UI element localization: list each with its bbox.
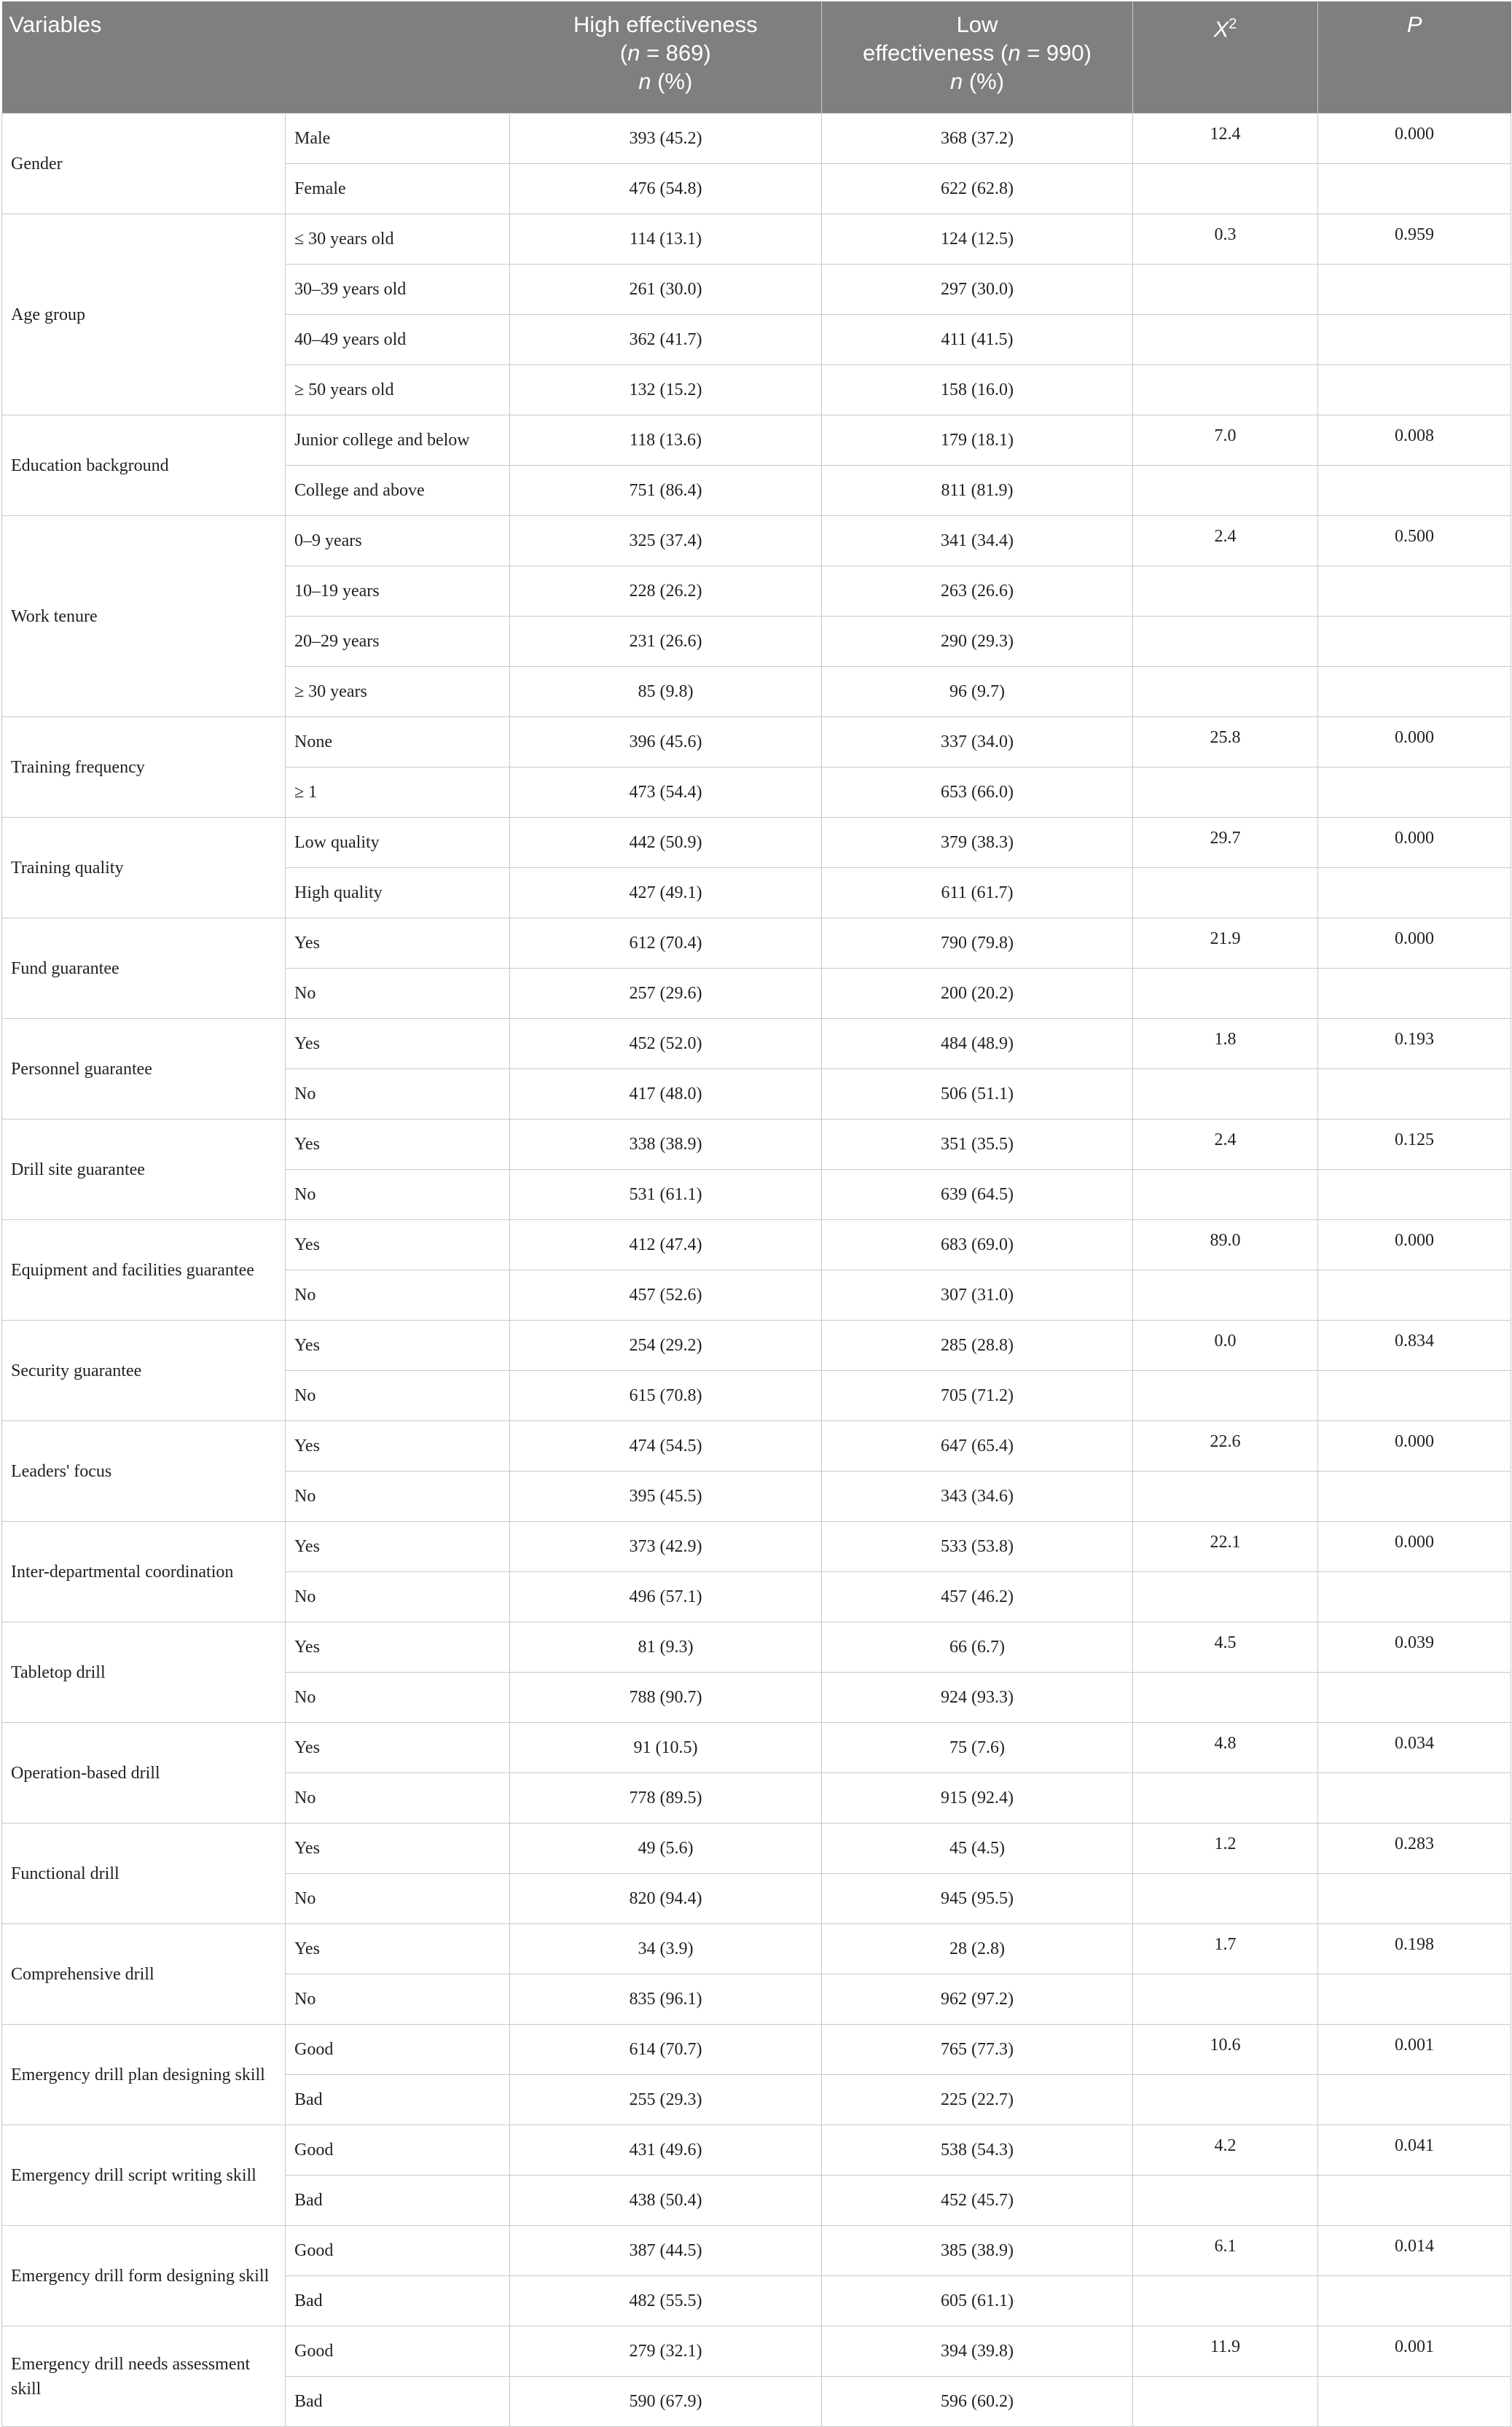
high-effectiveness-cell: 373 (42.9)	[510, 1522, 822, 1572]
variable-cell: Emergency drill plan designing skill	[2, 2025, 286, 2125]
category-cell: No	[286, 1270, 510, 1321]
low-effectiveness-cell: 506 (51.1)	[822, 1069, 1133, 1119]
high-effectiveness-cell: 118 (13.6)	[510, 415, 822, 466]
category-cell: ≥ 30 years	[286, 667, 510, 717]
high-effectiveness-cell: 81 (9.3)	[510, 1622, 822, 1673]
chi-square-cell	[1133, 164, 1318, 214]
p-value-cell	[1318, 265, 1511, 315]
low-effectiveness-cell: 285 (28.8)	[822, 1321, 1133, 1371]
high-effectiveness-cell: 474 (54.5)	[510, 1421, 822, 1472]
chi-square-cell	[1133, 2075, 1318, 2125]
category-cell: 30–39 years old	[286, 265, 510, 315]
table-row	[2, 415, 1511, 466]
chi-square-cell	[1133, 617, 1318, 667]
low-effectiveness-cell: 538 (54.3)	[822, 2125, 1133, 2176]
high-effectiveness-cell: 362 (41.7)	[510, 315, 822, 365]
table-row	[2, 1421, 1511, 1472]
variable-cell: Personnel guarantee	[2, 1019, 286, 1119]
variable-cell: Operation-based drill	[2, 1723, 286, 1824]
table-row	[2, 1622, 1511, 1673]
high-effectiveness-cell: 751 (86.4)	[510, 466, 822, 516]
p-value-cell: 0.000	[1318, 918, 1511, 969]
category-cell: ≥ 50 years old	[286, 365, 510, 415]
low-effectiveness-cell: 639 (64.5)	[822, 1170, 1133, 1220]
low-effectiveness-cell: 394 (39.8)	[822, 2326, 1133, 2377]
category-cell: No	[286, 1773, 510, 1824]
p-value-cell	[1318, 2276, 1511, 2326]
low-effectiveness-header: Low effectiveness (n = 990) n (%)	[822, 1, 1133, 114]
table-row	[2, 818, 1511, 868]
chi-square-cell	[1133, 1673, 1318, 1723]
low-effectiveness-cell: 622 (62.8)	[822, 164, 1133, 214]
table-row	[2, 1220, 1511, 1270]
p-value-cell	[1318, 617, 1511, 667]
chi-square-cell: 1.8	[1133, 1019, 1318, 1069]
chi-square-cell	[1133, 315, 1318, 365]
variable-cell: Work tenure	[2, 516, 286, 717]
low-effectiveness-cell: 379 (38.3)	[822, 818, 1133, 868]
high-effectiveness-cell: 590 (67.9)	[510, 2377, 822, 2427]
high-effectiveness-cell: 615 (70.8)	[510, 1371, 822, 1421]
category-cell: ≥ 1	[286, 767, 510, 818]
p-value-cell: 0.500	[1318, 516, 1511, 566]
high-effectiveness-cell: 417 (48.0)	[510, 1069, 822, 1119]
p-value-cell	[1318, 1773, 1511, 1824]
high-effectiveness-cell: 85 (9.8)	[510, 667, 822, 717]
p-value-cell: 0.041	[1318, 2125, 1511, 2176]
category-cell: Male	[286, 114, 510, 164]
category-cell: ≤ 30 years old	[286, 214, 510, 265]
p-value-cell: 0.193	[1318, 1019, 1511, 1069]
chi-square-cell: 4.5	[1133, 1622, 1318, 1673]
chi-square-cell	[1133, 1270, 1318, 1321]
chi-square-cell: 4.8	[1133, 1723, 1318, 1773]
high-effectiveness-cell: 427 (49.1)	[510, 868, 822, 918]
low-effectiveness-cell: 596 (60.2)	[822, 2377, 1133, 2427]
p-value-cell: 0.198	[1318, 1924, 1511, 1974]
chi-square-cell: 4.2	[1133, 2125, 1318, 2176]
high-effectiveness-cell: 91 (10.5)	[510, 1723, 822, 1773]
p-value-cell: 0.959	[1318, 214, 1511, 265]
high-effectiveness-cell: 778 (89.5)	[510, 1773, 822, 1824]
category-cell: 40–49 years old	[286, 315, 510, 365]
chi-square-cell: 10.6	[1133, 2025, 1318, 2075]
p-value-cell: 0.000	[1318, 1421, 1511, 1472]
high-effectiveness-cell: 257 (29.6)	[510, 969, 822, 1019]
low-effectiveness-cell: 290 (29.3)	[822, 617, 1133, 667]
chi-square-cell: 21.9	[1133, 918, 1318, 969]
category-cell: Yes	[286, 1622, 510, 1673]
chi-square-cell: 25.8	[1133, 717, 1318, 767]
low-effectiveness-cell: 263 (26.6)	[822, 566, 1133, 617]
chi-square-cell: 11.9	[1133, 2326, 1318, 2377]
category-cell: Yes	[286, 1220, 510, 1270]
low-effectiveness-cell: 605 (61.1)	[822, 2276, 1133, 2326]
low-effectiveness-cell: 341 (34.4)	[822, 516, 1133, 566]
low-effectiveness-cell: 385 (38.9)	[822, 2226, 1133, 2276]
table-row	[2, 1824, 1511, 1874]
chi-square-cell	[1133, 2176, 1318, 2226]
category-cell: None	[286, 717, 510, 767]
low-effectiveness-cell: 343 (34.6)	[822, 1472, 1133, 1522]
category-cell: No	[286, 1472, 510, 1522]
high-effectiveness-cell: 387 (44.5)	[510, 2226, 822, 2276]
category-cell: No	[286, 1069, 510, 1119]
category-cell: Bad	[286, 2176, 510, 2226]
table-row	[2, 1924, 1511, 1974]
low-effectiveness-cell: 683 (69.0)	[822, 1220, 1133, 1270]
variable-cell: Gender	[2, 114, 286, 214]
chi-square-cell	[1133, 1874, 1318, 1924]
category-cell: 0–9 years	[286, 516, 510, 566]
high-effectiveness-cell: 457 (52.6)	[510, 1270, 822, 1321]
p-value-cell	[1318, 164, 1511, 214]
p-value-cell	[1318, 365, 1511, 415]
table-row	[2, 1119, 1511, 1170]
high-effectiveness-cell: 114 (13.1)	[510, 214, 822, 265]
high-effectiveness-cell: 261 (30.0)	[510, 265, 822, 315]
p-value-cell: 0.000	[1318, 114, 1511, 164]
category-cell: Yes	[286, 918, 510, 969]
category-cell: No	[286, 1572, 510, 1622]
table-row	[2, 717, 1511, 767]
low-effectiveness-cell: 28 (2.8)	[822, 1924, 1133, 1974]
chi-square-cell: 22.1	[1133, 1522, 1318, 1572]
p-value-cell	[1318, 767, 1511, 818]
p-value-cell: 0.000	[1318, 717, 1511, 767]
chi-square-cell: 2.4	[1133, 516, 1318, 566]
chi-square-cell: 0.0	[1133, 1321, 1318, 1371]
chi-square-cell	[1133, 767, 1318, 818]
high-effectiveness-cell: 835 (96.1)	[510, 1974, 822, 2025]
variable-cell: Drill site guarantee	[2, 1119, 286, 1220]
high-effectiveness-cell: 442 (50.9)	[510, 818, 822, 868]
high-effectiveness-cell: 431 (49.6)	[510, 2125, 822, 2176]
results-table	[1, 1, 1511, 2427]
header-row	[2, 1, 1511, 114]
low-effectiveness-cell: 811 (81.9)	[822, 466, 1133, 516]
category-cell: Good	[286, 2326, 510, 2377]
p-value-cell	[1318, 2377, 1511, 2427]
p-value-cell	[1318, 969, 1511, 1019]
table-row	[2, 2226, 1511, 2276]
low-effectiveness-cell: 158 (16.0)	[822, 365, 1133, 415]
low-effectiveness-cell: 790 (79.8)	[822, 918, 1133, 969]
high-effectiveness-cell: 820 (94.4)	[510, 1874, 822, 1924]
category-cell: Good	[286, 2125, 510, 2176]
category-cell: Bad	[286, 2377, 510, 2427]
variable-cell: Functional drill	[2, 1824, 286, 1924]
p-value-cell: 0.039	[1318, 1622, 1511, 1673]
low-effectiveness-cell: 297 (30.0)	[822, 265, 1133, 315]
high-effectiveness-cell: 452 (52.0)	[510, 1019, 822, 1069]
high-effectiveness-cell: 438 (50.4)	[510, 2176, 822, 2226]
low-effectiveness-cell: 705 (71.2)	[822, 1371, 1133, 1421]
category-cell: Good	[286, 2025, 510, 2075]
high-effectiveness-cell: 473 (54.4)	[510, 767, 822, 818]
p-value-cell: 0.001	[1318, 2326, 1511, 2377]
category-cell: No	[286, 1170, 510, 1220]
high-effectiveness-cell: 531 (61.1)	[510, 1170, 822, 1220]
category-cell: No	[286, 1371, 510, 1421]
p-value-cell	[1318, 315, 1511, 365]
table-row	[2, 2326, 1511, 2377]
high-effectiveness-cell: 132 (15.2)	[510, 365, 822, 415]
chi-square-cell	[1133, 566, 1318, 617]
category-cell: Yes	[286, 1019, 510, 1069]
variable-cell: Fund guarantee	[2, 918, 286, 1019]
category-cell: Yes	[286, 1421, 510, 1472]
category-cell: Junior college and below	[286, 415, 510, 466]
table-row	[2, 1019, 1511, 1069]
p-value-cell: 0.008	[1318, 415, 1511, 466]
high-effectiveness-cell: 395 (45.5)	[510, 1472, 822, 1522]
high-effectiveness-cell: 228 (26.2)	[510, 566, 822, 617]
p-value-cell: 0.014	[1318, 2226, 1511, 2276]
p-value-cell	[1318, 1371, 1511, 1421]
p-value-cell	[1318, 566, 1511, 617]
p-value-header: P	[1318, 1, 1511, 114]
table-row	[2, 918, 1511, 969]
p-value-cell	[1318, 1472, 1511, 1522]
variable-cell: Emergency drill form designing skill	[2, 2226, 286, 2326]
category-cell: Low quality	[286, 818, 510, 868]
table-row	[2, 2025, 1511, 2075]
p-value-cell: 0.000	[1318, 1220, 1511, 1270]
chi-square-cell: 2.4	[1133, 1119, 1318, 1170]
variable-cell: Comprehensive drill	[2, 1924, 286, 2025]
table-body	[2, 114, 1511, 2427]
p-value-cell	[1318, 1874, 1511, 1924]
low-effectiveness-cell: 337 (34.0)	[822, 717, 1133, 767]
chi-square-cell	[1133, 1974, 1318, 2025]
variable-cell: Security guarantee	[2, 1321, 286, 1421]
chi-square-cell	[1133, 1773, 1318, 1824]
category-cell: College and above	[286, 466, 510, 516]
chi-square-cell	[1133, 969, 1318, 1019]
low-effectiveness-cell: 307 (31.0)	[822, 1270, 1133, 1321]
p-value-cell	[1318, 868, 1511, 918]
category-cell: 20–29 years	[286, 617, 510, 667]
high-effectiveness-cell: 396 (45.6)	[510, 717, 822, 767]
low-effectiveness-cell: 915 (92.4)	[822, 1773, 1133, 1824]
p-value-cell	[1318, 466, 1511, 516]
table-row	[2, 214, 1511, 265]
low-effectiveness-cell: 45 (4.5)	[822, 1824, 1133, 1874]
p-value-cell: 0.000	[1318, 1522, 1511, 1572]
low-effectiveness-cell: 368 (37.2)	[822, 114, 1133, 164]
variable-cell: Leaders' focus	[2, 1421, 286, 1522]
variable-cell: Inter-departmental coordination	[2, 1522, 286, 1622]
chi-square-cell	[1133, 1572, 1318, 1622]
high-effectiveness-cell: 325 (37.4)	[510, 516, 822, 566]
table-row	[2, 114, 1511, 164]
p-value-cell: 0.001	[1318, 2025, 1511, 2075]
chi-square-cell	[1133, 1472, 1318, 1522]
high-effectiveness-header: High effectiveness (n = 869) n (%)	[510, 1, 822, 114]
low-effectiveness-cell: 351 (35.5)	[822, 1119, 1133, 1170]
chi-square-cell: 6.1	[1133, 2226, 1318, 2276]
chi-square-cell: 12.4	[1133, 114, 1318, 164]
chi-square-cell: 1.2	[1133, 1824, 1318, 1874]
high-effectiveness-cell: 279 (32.1)	[510, 2326, 822, 2377]
category-cell: Yes	[286, 1522, 510, 1572]
category-cell: Bad	[286, 2276, 510, 2326]
chi-square-cell	[1133, 1371, 1318, 1421]
p-value-cell	[1318, 1974, 1511, 2025]
chi-square-cell: 1.7	[1133, 1924, 1318, 1974]
high-effectiveness-cell: 255 (29.3)	[510, 2075, 822, 2125]
high-effectiveness-cell: 476 (54.8)	[510, 164, 822, 214]
low-effectiveness-cell: 962 (97.2)	[822, 1974, 1133, 2025]
low-effectiveness-cell: 653 (66.0)	[822, 767, 1133, 818]
variable-cell: Emergency drill script writing skill	[2, 2125, 286, 2226]
variable-cell: Equipment and facilities guarantee	[2, 1220, 286, 1321]
high-effectiveness-cell: 412 (47.4)	[510, 1220, 822, 1270]
variable-cell: Training quality	[2, 818, 286, 918]
table-row	[2, 2125, 1511, 2176]
p-value-cell	[1318, 2075, 1511, 2125]
chi-square-cell: 89.0	[1133, 1220, 1318, 1270]
low-effectiveness-cell: 225 (22.7)	[822, 2075, 1133, 2125]
chi-square-cell	[1133, 2377, 1318, 2427]
low-effectiveness-cell: 924 (93.3)	[822, 1673, 1133, 1723]
high-effectiveness-cell: 482 (55.5)	[510, 2276, 822, 2326]
category-cell: No	[286, 1874, 510, 1924]
low-effectiveness-cell: 647 (65.4)	[822, 1421, 1133, 1472]
variable-cell: Age group	[2, 214, 286, 415]
low-effectiveness-cell: 945 (95.5)	[822, 1874, 1133, 1924]
table-row	[2, 1522, 1511, 1572]
p-value-cell	[1318, 1673, 1511, 1723]
high-effectiveness-cell: 254 (29.2)	[510, 1321, 822, 1371]
chi-square-cell	[1133, 466, 1318, 516]
category-cell: Good	[286, 2226, 510, 2276]
low-effectiveness-cell: 66 (6.7)	[822, 1622, 1133, 1673]
p-value-cell: 0.125	[1318, 1119, 1511, 1170]
high-effectiveness-cell: 614 (70.7)	[510, 2025, 822, 2075]
high-effectiveness-cell: 34 (3.9)	[510, 1924, 822, 1974]
high-effectiveness-cell: 231 (26.6)	[510, 617, 822, 667]
category-cell: Bad	[286, 2075, 510, 2125]
p-value-cell	[1318, 1069, 1511, 1119]
high-effectiveness-cell: 612 (70.4)	[510, 918, 822, 969]
chi-square-cell: 0.3	[1133, 214, 1318, 265]
chi-square-cell	[1133, 1069, 1318, 1119]
low-effectiveness-cell: 484 (48.9)	[822, 1019, 1133, 1069]
chi-square-cell	[1133, 1170, 1318, 1220]
chi-square-cell	[1133, 365, 1318, 415]
chi-square-header: $X^2$	[1133, 1, 1318, 114]
category-cell: No	[286, 1673, 510, 1723]
p-value-cell: 0.283	[1318, 1824, 1511, 1874]
chi-square-cell: 29.7	[1133, 818, 1318, 868]
high-effectiveness-cell: 393 (45.2)	[510, 114, 822, 164]
table-row	[2, 1723, 1511, 1773]
p-value-cell	[1318, 2176, 1511, 2226]
category-cell: High quality	[286, 868, 510, 918]
category-cell: No	[286, 969, 510, 1019]
low-effectiveness-cell: 611 (61.7)	[822, 868, 1133, 918]
low-effectiveness-cell: 75 (7.6)	[822, 1723, 1133, 1773]
category-cell: Yes	[286, 1824, 510, 1874]
high-effectiveness-cell: 49 (5.6)	[510, 1824, 822, 1874]
p-value-cell	[1318, 1572, 1511, 1622]
p-value-cell	[1318, 1270, 1511, 1321]
high-effectiveness-cell: 338 (38.9)	[510, 1119, 822, 1170]
high-effectiveness-cell: 788 (90.7)	[510, 1673, 822, 1723]
variable-cell: Education background	[2, 415, 286, 516]
category-cell: Yes	[286, 1723, 510, 1773]
chi-square-cell	[1133, 868, 1318, 918]
table-header	[2, 1, 1511, 114]
table-row	[2, 516, 1511, 566]
low-effectiveness-cell: 457 (46.2)	[822, 1572, 1133, 1622]
chi-square-cell: 22.6	[1133, 1421, 1318, 1472]
category-cell: 10–19 years	[286, 566, 510, 617]
p-value-cell: 0.034	[1318, 1723, 1511, 1773]
p-value-cell	[1318, 1170, 1511, 1220]
low-effectiveness-cell: 179 (18.1)	[822, 415, 1133, 466]
category-cell: Female	[286, 164, 510, 214]
low-effectiveness-cell: 533 (53.8)	[822, 1522, 1133, 1572]
chi-square-cell	[1133, 265, 1318, 315]
low-effectiveness-cell: 96 (9.7)	[822, 667, 1133, 717]
variable-cell: Training frequency	[2, 717, 286, 818]
p-value-cell: 0.834	[1318, 1321, 1511, 1371]
low-effectiveness-cell: 411 (41.5)	[822, 315, 1133, 365]
category-cell: Yes	[286, 1119, 510, 1170]
p-value-cell: 0.000	[1318, 818, 1511, 868]
low-effectiveness-cell: 200 (20.2)	[822, 969, 1133, 1019]
high-effectiveness-cell: 496 (57.1)	[510, 1572, 822, 1622]
p-value-cell	[1318, 667, 1511, 717]
low-effectiveness-cell: 765 (77.3)	[822, 2025, 1133, 2075]
category-cell: Yes	[286, 1924, 510, 1974]
chi-square-cell	[1133, 2276, 1318, 2326]
low-effectiveness-cell: 452 (45.7)	[822, 2176, 1133, 2226]
chi-square-cell	[1133, 667, 1318, 717]
variable-cell: Emergency drill needs assessment skill	[2, 2326, 286, 2427]
table-row	[2, 1321, 1511, 1371]
variable-cell: Tabletop drill	[2, 1622, 286, 1723]
variables-header: Variables	[2, 1, 510, 114]
category-cell: No	[286, 1974, 510, 2025]
chi-square-cell: 7.0	[1133, 415, 1318, 466]
low-effectiveness-cell: 124 (12.5)	[822, 214, 1133, 265]
category-cell: Yes	[286, 1321, 510, 1371]
